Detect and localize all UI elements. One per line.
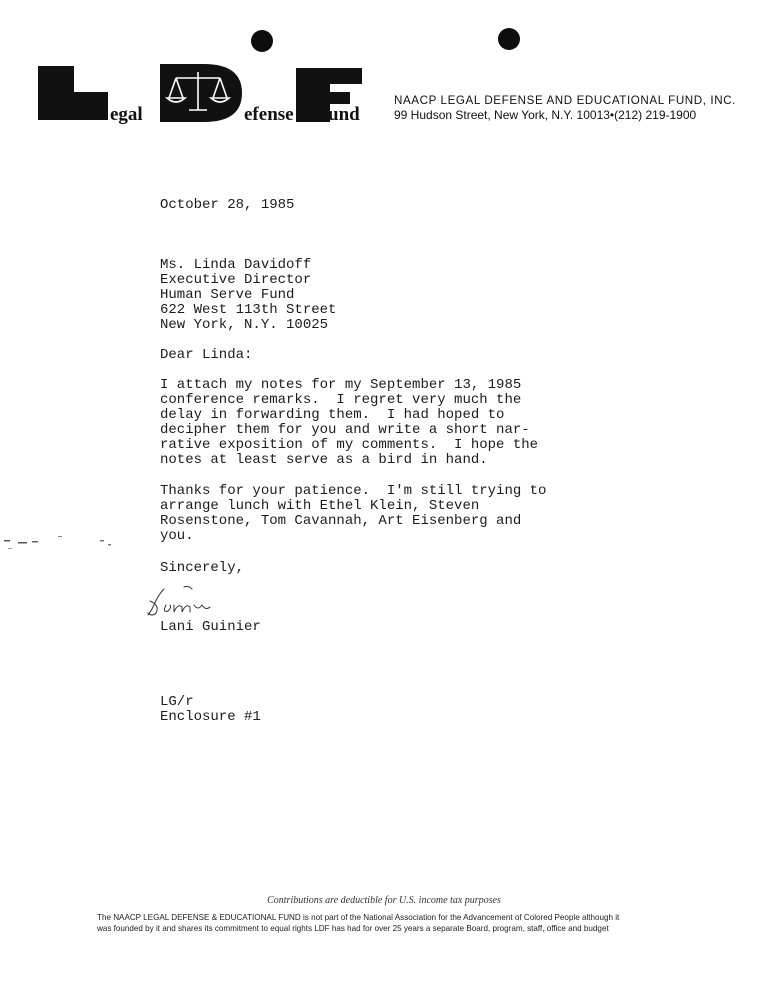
- letter-date: October 28, 1985: [160, 197, 295, 213]
- closing: Sincerely,: [160, 560, 245, 576]
- paragraph-line: conference remarks. I regret very much the: [160, 392, 522, 408]
- disclaimer-line: The NAACP LEGAL DEFENSE & EDUCATIONAL FUND is not part of the National Association for the Advancement of Colored People although it: [97, 913, 620, 922]
- ldf-logo: [36, 60, 382, 126]
- svg-text:efense: efense: [244, 104, 294, 125]
- recipient-line: New York, N.Y. 10025: [160, 317, 329, 333]
- typist-initials: LG/r: [160, 694, 194, 710]
- paragraph-line: you.: [160, 528, 194, 544]
- paragraph-line: delay in forwarding them. I had hoped to: [160, 407, 505, 423]
- paragraph-line: I attach my notes for my September 13, 1985: [160, 377, 522, 393]
- svg-text:und: und: [328, 104, 360, 125]
- salutation: Dear Linda:: [160, 347, 253, 363]
- signature-name: Lani Guinier: [160, 619, 261, 635]
- recipient-line: 622 West 113th Street: [160, 302, 337, 318]
- paragraph-line: rative exposition of my comments. I hope the: [160, 437, 539, 453]
- paragraph-line: arrange lunch with Ethel Klein, Steven: [160, 498, 480, 514]
- paragraph-line: Rosenstone, Tom Cavannah, Art Eisenberg and: [160, 513, 522, 529]
- recipient-line: Human Serve Fund: [160, 287, 295, 303]
- paragraph-line: notes at least serve as a bird in hand.: [160, 452, 488, 468]
- recipient-line: Ms. Linda Davidoff: [160, 257, 312, 273]
- organization-name: NAACP LEGAL DEFENSE AND EDUCATIONAL FUND, INC.: [394, 94, 736, 107]
- letterhead-info: [394, 93, 736, 123]
- footer-disclaimer: [97, 912, 687, 934]
- organization-address: 99 Hudson Street, New York, N.Y. 10013•(212) 219-1900: [394, 108, 697, 122]
- recipient-line: Executive Director: [160, 272, 312, 288]
- paragraph-line: Thanks for your patience. I'm still trying to: [160, 483, 547, 499]
- enclosure-note: Enclosure #1: [160, 709, 261, 725]
- tax-deductible-note: Contributions are deductible for U.S. income tax purposes: [267, 895, 501, 906]
- paragraph-line: decipher them for you and write a short nar-: [160, 422, 530, 438]
- punch-hole-left: [251, 30, 273, 52]
- svg-text:egal: egal: [110, 104, 143, 125]
- punch-hole-right: [498, 28, 520, 50]
- scan-specks: [0, 530, 130, 560]
- disclaimer-line: was founded by it and shares its commitment to equal rights LDF has had for over 25 years a separate Board, program, staff, office and budget: [97, 924, 609, 933]
- handwritten-signature: [144, 585, 226, 623]
